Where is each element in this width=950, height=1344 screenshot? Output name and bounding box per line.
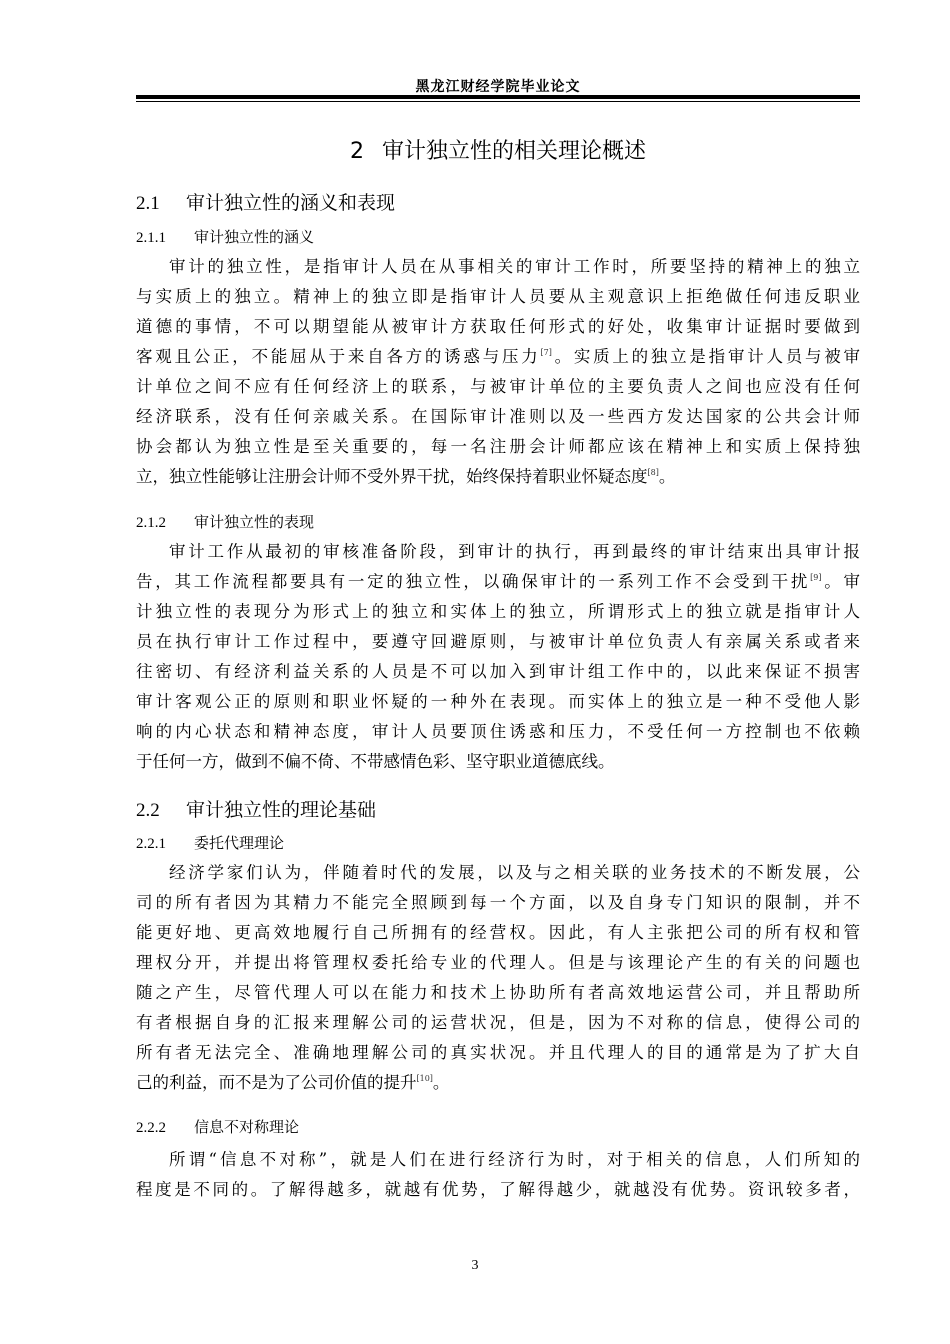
chapter-title (136, 134, 860, 165)
section-heading-2-1: 2.1 审计独立性的涵义和表现 (136, 192, 396, 214)
paragraph-2-2-1 (136, 858, 860, 1098)
subsection-heading-2-2-1: 2.2.1 委托代理理论 (136, 834, 285, 852)
citation-9: [9] (810, 573, 822, 582)
subsection-heading-2-2-2: 2.2.2 信息不对称理论 (136, 1118, 300, 1136)
text-line: 己的利益，而不是为了公司价值的提升[10]。 (136, 1073, 450, 1092)
page-number: 3 (471, 1258, 479, 1273)
text-line: 司的所有者因为其精力不能完全照顾到每一个方面，以及自身专门知识的限制，并不 (136, 893, 860, 912)
text-line: 所谓“信息不对称”，就是人们在进行经济行为时，对于相关的信息，人们所知的 (169, 1150, 860, 1169)
running-header: 黑龙江财经学院毕业论文 (415, 79, 581, 95)
text-line: 告，其工作流程都要具有一定的独立性，以确保审计的一系列工作不会受到干扰[9]。审 (136, 572, 861, 591)
paragraph-2-1-1 (136, 252, 860, 492)
chapter-number: 2 (349, 139, 364, 164)
text-line: 客观且公正，不能屈从于来自各方的诱惑与压力[7]。实质上的独立是指审计人员与被审 (136, 347, 861, 366)
subsection-heading-2-1-1: 2.1.1 审计独立性的涵义 (136, 228, 315, 246)
text-line: 立，独立性能够让注册会计师不受外界干扰，始终保持着职业怀疑态度[8]。 (136, 467, 676, 486)
header-rule-thick (136, 95, 860, 99)
text-line: 审计客观公正的原则和职业怀疑的一种外在表现。而实体上的独立是一种不受他人影 (136, 692, 860, 711)
text-line: 经济联系，没有任何亲戚关系。在国际审计准则以及一些西方发达国家的公共会计师 (136, 407, 860, 426)
text-line: 员在执行审计工作过程中，要遵守回避原则，与被审计单位负责人有亲属关系或者来 (136, 632, 860, 651)
citation-7: [7] (540, 348, 552, 357)
text-line: 计单位之间不应有任何经济上的联系，与被审计单位的主要负责人之间也应没有任何 (136, 377, 860, 396)
text-line: 理权分开，并提出将管理权委托给专业的代理人。但是与该理论产生的有关的问题也 (136, 953, 860, 972)
chapter-title-text: 审计独立性的相关理论概述 (381, 139, 646, 164)
citation-8: [8] (647, 468, 659, 477)
text-line: 于任何一方，做到不偏不倚、不带感情色彩、坚守职业道德底线。 (136, 752, 615, 771)
text-line: 经济学家们认为，伴随着时代的发展，以及与之相关联的业务技术的不断发展，公 (169, 863, 860, 882)
citation-10: [10] (416, 1074, 433, 1083)
paragraph-2-2-2 (136, 1145, 860, 1205)
subsection-heading-2-1-2: 2.1.2 审计独立性的表现 (136, 513, 315, 531)
text-line: 所有者无法完全、准确地理解公司的真实状况。并且代理人的目的通常是为了扩大自 (136, 1043, 860, 1062)
text-line: 响的内心状态和精神态度，审计人员要顶住诱惑和压力，不受任何一方控制也不依赖 (136, 722, 860, 741)
section-heading-2-2: 2.2 审计独立性的理论基础 (136, 799, 377, 821)
text-line: 往密切、有经济利益关系的人员是不可以加入到审计组工作中的，以此来保证不损害 (136, 662, 860, 681)
paragraph-2-1-2 (136, 537, 860, 777)
text-line: 能更好地、更高效地履行自己所拥有的经营权。因此，有人主张把公司的所有权和管 (136, 923, 860, 942)
text-line: 道德的事情，不可以期望能从被审计方获取任何形式的好处，收集审计证据时要做到 (136, 317, 860, 336)
text-line: 有者根据自身的汇报来理解公司的运营状况，但是，因为不对称的信息，使得公司的 (136, 1013, 860, 1032)
text-line: 审计的独立性，是指审计人员在从事相关的审计工作时，所要坚持的精神上的独立 (169, 257, 860, 276)
text-line: 计独立性的表现分为形式上的独立和实体上的独立，所谓形式上的独立就是指审计人 (136, 602, 860, 621)
text-line: 协会都认为独立性是至关重要的，每一名注册会计师都应该在精神上和实质上保持独 (136, 437, 860, 456)
text-line: 随之产生，尽管代理人可以在能力和技术上协助所有者高效地运营公司，并且帮助所 (136, 983, 860, 1002)
text-line: 与实质上的独立。精神上的独立即是指审计人员要从主观意识上拒绝做任何违反职业 (136, 287, 860, 306)
text-line: 程度是不同的。了解得越多，就越有优势，了解得越少，就越没有优势。资讯较多者， (136, 1180, 860, 1199)
text-line: 审计工作从最初的审核准备阶段，到审计的执行，再到最终的审计结束出具审计报 (169, 542, 860, 561)
header-rule-thin (136, 101, 860, 102)
